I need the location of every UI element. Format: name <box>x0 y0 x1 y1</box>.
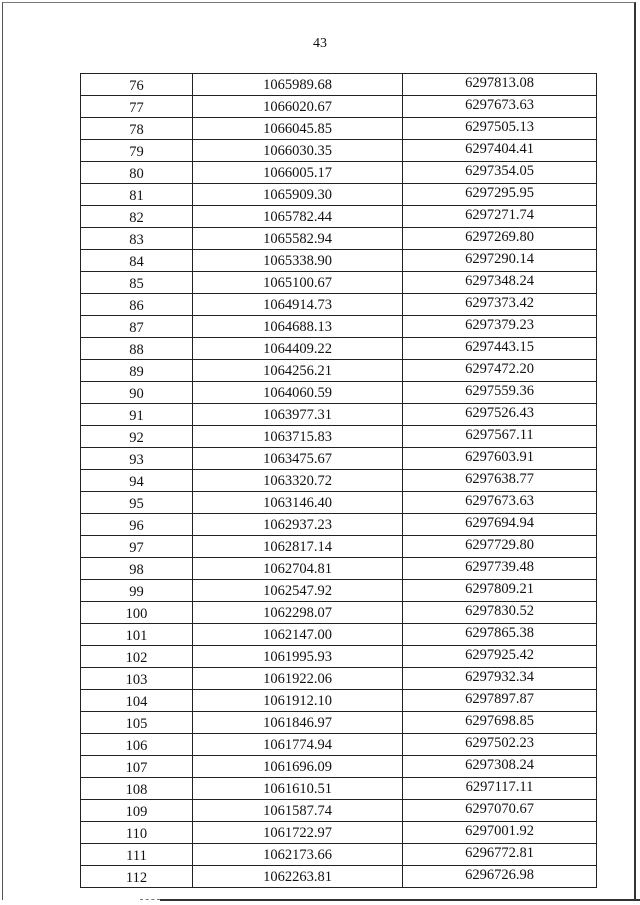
y-coordinate-cell: 6297348.24 <box>403 272 597 294</box>
table-row <box>81 404 597 426</box>
point-number-cell: 87 <box>81 316 193 338</box>
point-number-cell: 104 <box>81 690 193 712</box>
x-coordinate-cell: 1065338.90 <box>193 250 403 272</box>
y-coordinate-cell: 6297559.36 <box>403 382 597 404</box>
y-coordinate-cell: 6297404.41 <box>403 140 597 162</box>
y-coordinate-cell: 6297673.63 <box>403 96 597 118</box>
y-coordinate-cell: 6297698.85 <box>403 712 597 734</box>
y-coordinate-cell: 6297117.11 <box>403 778 597 800</box>
table-row <box>81 470 597 492</box>
table-row <box>81 756 597 778</box>
x-coordinate-cell: 1061696.09 <box>193 756 403 778</box>
table-row <box>81 448 597 470</box>
table-row <box>81 800 597 822</box>
point-number-cell: 88 <box>81 338 193 360</box>
table-row <box>81 140 597 162</box>
point-number-cell: 98 <box>81 558 193 580</box>
table-row <box>81 206 597 228</box>
table-row <box>81 558 597 580</box>
x-coordinate-cell: 1064688.13 <box>193 316 403 338</box>
table-row <box>81 118 597 140</box>
point-number-cell: 86 <box>81 294 193 316</box>
y-coordinate-cell: 6297638.77 <box>403 470 597 492</box>
table-row <box>81 492 597 514</box>
point-number-cell: 84 <box>81 250 193 272</box>
point-number-cell: 90 <box>81 382 193 404</box>
y-coordinate-cell: 6297308.24 <box>403 756 597 778</box>
table-row <box>81 624 597 646</box>
table-row <box>81 162 597 184</box>
y-coordinate-cell: 6297290.14 <box>403 250 597 272</box>
page-bottom-dash <box>140 899 160 900</box>
x-coordinate-cell: 1063146.40 <box>193 492 403 514</box>
x-coordinate-cell: 1065909.30 <box>193 184 403 206</box>
point-number-cell: 89 <box>81 360 193 382</box>
point-number-cell: 111 <box>81 844 193 866</box>
y-coordinate-cell: 6297379.23 <box>403 316 597 338</box>
x-coordinate-cell: 1061722.97 <box>193 822 403 844</box>
table-row <box>81 426 597 448</box>
point-number-cell: 112 <box>81 866 193 888</box>
point-number-cell: 79 <box>81 140 193 162</box>
point-number-cell: 108 <box>81 778 193 800</box>
table-row <box>81 360 597 382</box>
point-number-cell: 96 <box>81 514 193 536</box>
point-number-cell: 83 <box>81 228 193 250</box>
y-coordinate-cell: 6297694.94 <box>403 514 597 536</box>
point-number-cell: 95 <box>81 492 193 514</box>
point-number-cell: 93 <box>81 448 193 470</box>
x-coordinate-cell: 1061774.94 <box>193 734 403 756</box>
x-coordinate-cell: 1061922.06 <box>193 668 403 690</box>
table-row <box>81 250 597 272</box>
y-coordinate-cell: 6297925.42 <box>403 646 597 668</box>
y-coordinate-cell: 6296726.98 <box>403 866 597 888</box>
x-coordinate-cell: 1064060.59 <box>193 382 403 404</box>
point-number-cell: 99 <box>81 580 193 602</box>
point-number-cell: 106 <box>81 734 193 756</box>
table-row <box>81 668 597 690</box>
point-number-cell: 105 <box>81 712 193 734</box>
page-number: 43 <box>313 36 327 51</box>
x-coordinate-cell: 1062817.14 <box>193 536 403 558</box>
y-coordinate-cell: 6297932.34 <box>403 668 597 690</box>
table-row <box>81 96 597 118</box>
table-row <box>81 778 597 800</box>
y-coordinate-cell: 6297502.23 <box>403 734 597 756</box>
x-coordinate-cell: 1064914.73 <box>193 294 403 316</box>
table-row <box>81 536 597 558</box>
y-coordinate-cell: 6297673.63 <box>403 492 597 514</box>
table-row <box>81 294 597 316</box>
point-number-cell: 94 <box>81 470 193 492</box>
x-coordinate-cell: 1066045.85 <box>193 118 403 140</box>
x-coordinate-cell: 1063320.72 <box>193 470 403 492</box>
point-number-cell: 100 <box>81 602 193 624</box>
x-coordinate-cell: 1063715.83 <box>193 426 403 448</box>
table-row <box>81 712 597 734</box>
table-row <box>81 690 597 712</box>
page-bottom-edge <box>160 899 640 901</box>
x-coordinate-cell: 1061995.93 <box>193 646 403 668</box>
x-coordinate-cell: 1065989.68 <box>193 74 403 96</box>
x-coordinate-cell: 1063977.31 <box>193 404 403 426</box>
point-number-cell: 97 <box>81 536 193 558</box>
y-coordinate-cell: 6297865.38 <box>403 624 597 646</box>
table-row <box>81 338 597 360</box>
y-coordinate-cell: 6297354.05 <box>403 162 597 184</box>
y-coordinate-cell: 6297505.13 <box>403 118 597 140</box>
point-number-cell: 78 <box>81 118 193 140</box>
y-coordinate-cell: 6297567.11 <box>403 426 597 448</box>
point-number-cell: 92 <box>81 426 193 448</box>
y-coordinate-cell: 6297472.20 <box>403 360 597 382</box>
x-coordinate-cell: 1066005.17 <box>193 162 403 184</box>
table-row <box>81 646 597 668</box>
coordinates-table-body <box>81 74 597 888</box>
table-row <box>81 184 597 206</box>
x-coordinate-cell: 1062173.66 <box>193 844 403 866</box>
y-coordinate-cell: 6297526.43 <box>403 404 597 426</box>
y-coordinate-cell: 6297271.74 <box>403 206 597 228</box>
table-row <box>81 272 597 294</box>
table-row <box>81 602 597 624</box>
y-coordinate-cell: 6297729.80 <box>403 536 597 558</box>
table-row <box>81 228 597 250</box>
y-coordinate-cell: 6297295.95 <box>403 184 597 206</box>
point-number-cell: 107 <box>81 756 193 778</box>
point-number-cell: 102 <box>81 646 193 668</box>
table-row <box>81 822 597 844</box>
table-row <box>81 866 597 888</box>
table-row <box>81 734 597 756</box>
x-coordinate-cell: 1062298.07 <box>193 602 403 624</box>
x-coordinate-cell: 1062937.23 <box>193 514 403 536</box>
x-coordinate-cell: 1065582.94 <box>193 228 403 250</box>
x-coordinate-cell: 1061912.10 <box>193 690 403 712</box>
point-number-cell: 85 <box>81 272 193 294</box>
point-number-cell: 77 <box>81 96 193 118</box>
point-number-cell: 103 <box>81 668 193 690</box>
table-row <box>81 382 597 404</box>
point-number-cell: 110 <box>81 822 193 844</box>
x-coordinate-cell: 1062704.81 <box>193 558 403 580</box>
coordinates-table <box>80 73 597 888</box>
y-coordinate-cell: 6297373.42 <box>403 294 597 316</box>
table-row <box>81 580 597 602</box>
y-coordinate-cell: 6297897.87 <box>403 690 597 712</box>
y-coordinate-cell: 6297269.80 <box>403 228 597 250</box>
x-coordinate-cell: 1062147.00 <box>193 624 403 646</box>
x-coordinate-cell: 1065100.67 <box>193 272 403 294</box>
point-number-cell: 101 <box>81 624 193 646</box>
x-coordinate-cell: 1063475.67 <box>193 448 403 470</box>
x-coordinate-cell: 1061610.51 <box>193 778 403 800</box>
table-row <box>81 844 597 866</box>
point-number-cell: 82 <box>81 206 193 228</box>
point-number-cell: 80 <box>81 162 193 184</box>
x-coordinate-cell: 1064409.22 <box>193 338 403 360</box>
x-coordinate-cell: 1066020.67 <box>193 96 403 118</box>
y-coordinate-cell: 6297443.15 <box>403 338 597 360</box>
point-number-cell: 91 <box>81 404 193 426</box>
y-coordinate-cell: 6297830.52 <box>403 602 597 624</box>
table-row <box>81 316 597 338</box>
point-number-cell: 81 <box>81 184 193 206</box>
x-coordinate-cell: 1065782.44 <box>193 206 403 228</box>
y-coordinate-cell: 6297809.21 <box>403 580 597 602</box>
x-coordinate-cell: 1062263.81 <box>193 866 403 888</box>
y-coordinate-cell: 6297070.67 <box>403 800 597 822</box>
y-coordinate-cell: 6297001.92 <box>403 822 597 844</box>
point-number-cell: 109 <box>81 800 193 822</box>
x-coordinate-cell: 1061587.74 <box>193 800 403 822</box>
y-coordinate-cell: 6297813.08 <box>403 74 597 96</box>
y-coordinate-cell: 6296772.81 <box>403 844 597 866</box>
x-coordinate-cell: 1066030.35 <box>193 140 403 162</box>
y-coordinate-cell: 6297603.91 <box>403 448 597 470</box>
x-coordinate-cell: 1064256.21 <box>193 360 403 382</box>
point-number-cell: 76 <box>81 74 193 96</box>
table-row <box>81 514 597 536</box>
x-coordinate-cell: 1061846.97 <box>193 712 403 734</box>
x-coordinate-cell: 1062547.92 <box>193 580 403 602</box>
table-row <box>81 74 597 96</box>
y-coordinate-cell: 6297739.48 <box>403 558 597 580</box>
